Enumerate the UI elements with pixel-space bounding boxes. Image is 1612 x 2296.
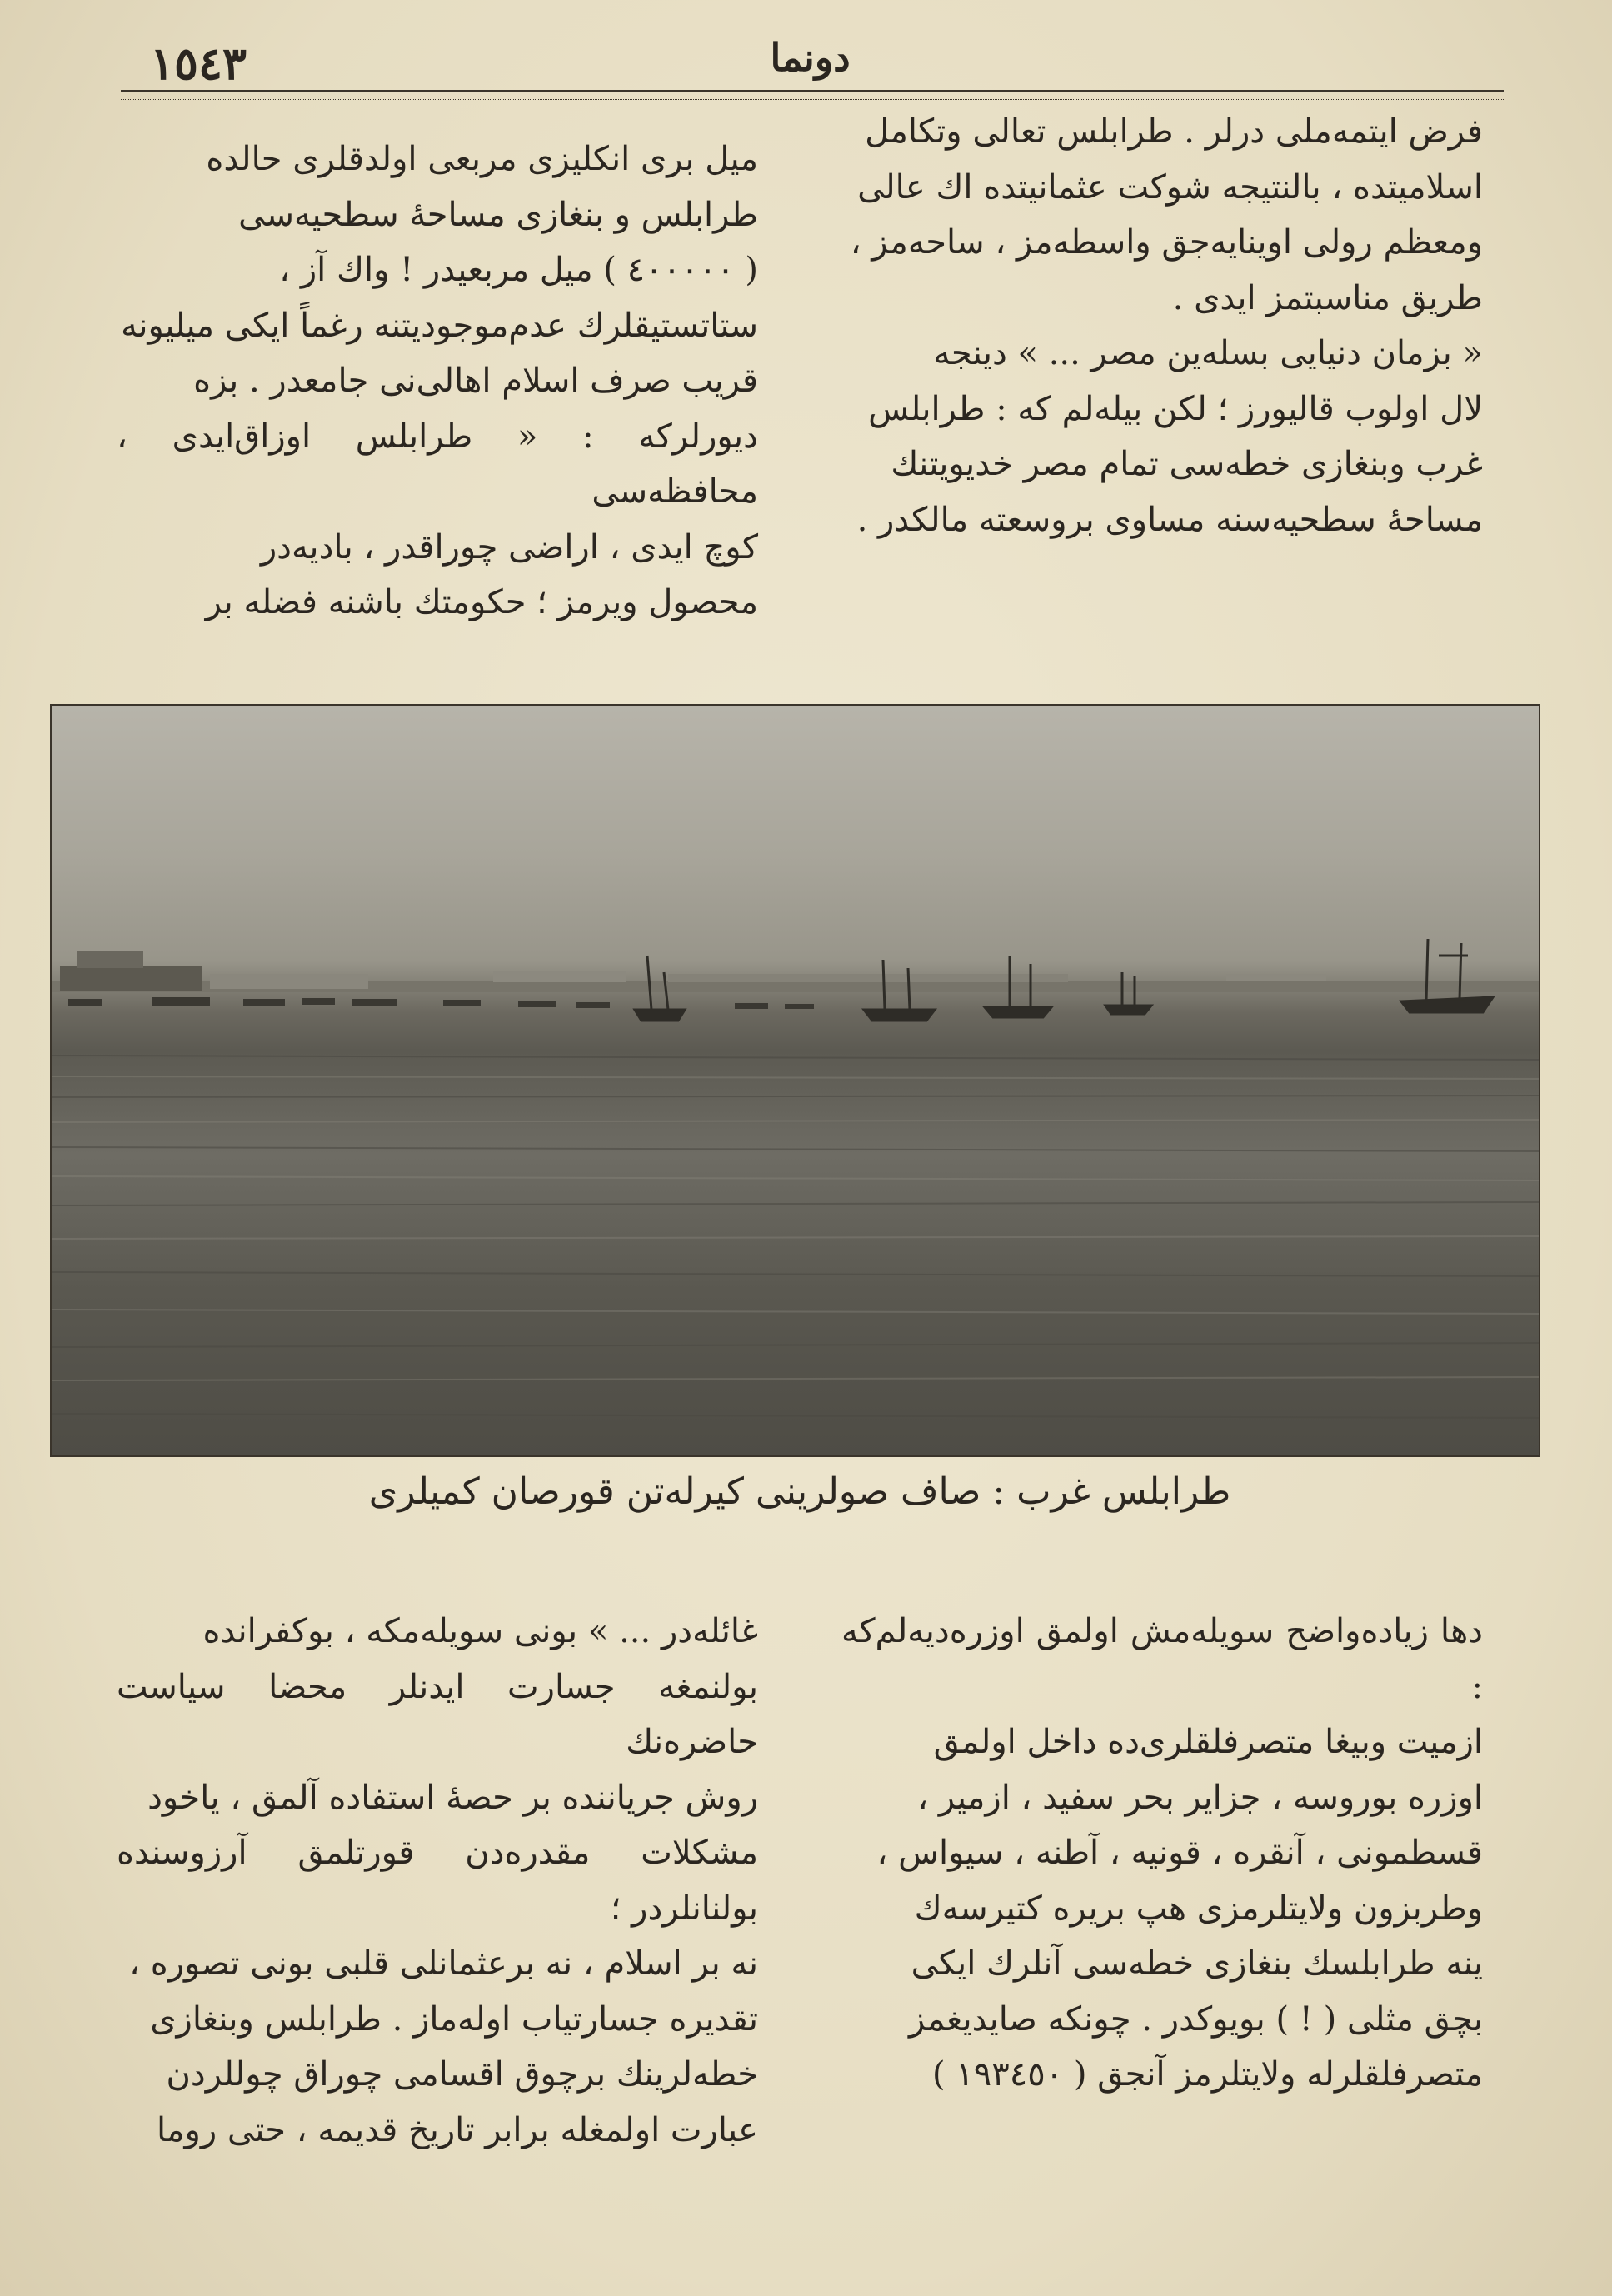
- text-column-bottom-left: [117, 1604, 758, 2158]
- text-line: فرض ایتمه‌ملی درلر . طرابلس تعالی وتکامل: [865, 112, 1483, 151]
- harbor-photograph: [50, 704, 1540, 1457]
- text-line: متصرفلقلرله ولایتلرمز آنجق ( ١٩٣٤٥٠ ): [931, 2055, 1483, 2094]
- page-number: ١٥٤٣: [150, 37, 247, 90]
- text-line: غائله‌در ... » بونی سویله‌مکه ، بوکفرانده: [202, 1612, 758, 1650]
- text-line: اسلامیتده ، بالنتیجه شوکت عثمانیتده اك عالی: [857, 167, 1483, 207]
- text-line: ومعظم رولی اوینایه‌جق واسطه‌مز ، ساحه‌مز ،: [850, 223, 1483, 262]
- text-line: محصول ویرمز ؛ حکومتك باشنه فضله بر: [205, 583, 758, 621]
- text-line: « بزمان دنیایی بسله‌ین مصر ... » دینجه: [933, 334, 1483, 372]
- text-line: خطه‌لرینك برچوق اقسامی چوراق چوللردن: [166, 2055, 758, 2094]
- text-line: ازمیت وبیغا متصرفلقلری‌ده داخل اولمق: [933, 1723, 1483, 1761]
- text-line: ینه طرابلسك بنغازی خطه‌سی آنلرك ایکی: [911, 1944, 1483, 1983]
- text-line: بولنمغه جسارت ایدنلر محضا سیاست حاضره‌نك: [117, 1667, 758, 1761]
- text-line: نه بر اسلام ، نه برعثمانلی قلبی بونی تصوره ،: [129, 1944, 758, 1983]
- text-line: قسطمونی ، آنقره ، قونیه ، آطنه ، سیواس ،: [876, 1834, 1483, 1872]
- header-rule: [121, 90, 1504, 100]
- text-column-top-right: [841, 104, 1483, 547]
- text-line: قریب صرف اسلام اهالی‌نی جامعدر . بزه: [193, 362, 758, 400]
- text-line: اوزره بوروسه ، جزایر بحر سفید ، ازمیر ،: [917, 1778, 1483, 1817]
- text-column-top-left: [117, 132, 758, 631]
- text-line: عبارت اولمغله برابر تاریخ قدیمه ، حتی روما: [156, 2110, 758, 2149]
- text-line: طریق مناسبتمز ایدی .: [1172, 278, 1483, 317]
- text-line: غرب وبنغازی خطه‌سی تمام مصر خدیویتنك: [891, 445, 1483, 483]
- text-line: مساحهٔ سطحیه‌سنه مساوی بروسعته مالکدر .: [856, 500, 1483, 539]
- page-header: [125, 25, 1495, 92]
- text-line: ستاتستیقلرك عدم‌موجودیتنه رغماً ایکی میلیونه: [120, 306, 758, 345]
- text-line: دیورلرکه : « طرابلس اوزاق‌ایدی ، محافظه‌سی: [117, 417, 758, 511]
- photo-caption: طرابلس غرب : صاف صولرینی کیرله‌تن قورصان کمیلری: [368, 1470, 1231, 1513]
- running-title: دونما: [770, 35, 851, 80]
- text-line: طرابلس و بنغازی مساحهٔ سطحیه‌سی: [238, 195, 758, 234]
- text-line: وطربزون ولایتلرمزی هپ بریره کتیرسه‌ك: [914, 1889, 1483, 1928]
- text-line: روش جریاننده بر حصهٔ استفاده آلمق ، یاخود: [147, 1778, 758, 1817]
- text-line: دها زیاده‌واضح سویله‌مش اولمق اوزره‌دیه‌لم‌که :: [841, 1612, 1483, 1706]
- text-line: کوچ ایدی ، اراضی چوراقدر ، بادیه‌در: [260, 527, 758, 567]
- text-line: بچق مثلی ( ! ) بویوکدر . چونکه صایدیغمز: [908, 1999, 1483, 2039]
- harbor-illustration: [52, 706, 1539, 1455]
- text-line: ( ٤٠٠٠٠٠ ) میل مربعیدر ! واك آز ،: [279, 251, 758, 289]
- text-column-bottom-right: [841, 1604, 1483, 2103]
- text-line: تقدیره جسارتیاب اوله‌ماز . طرابلس وبنغازی: [150, 1999, 758, 2039]
- text-line: لال اولوب قالیورز ؛ لکن بیله‌لم که : طرابلس: [868, 389, 1483, 428]
- text-line: میل بری انکلیزی مربعی اولدقلری حالده: [206, 140, 758, 178]
- text-line: مشکلات مقدره‌دن قورتلمق آرزوسنده بولنانلردر ؛: [117, 1834, 758, 1928]
